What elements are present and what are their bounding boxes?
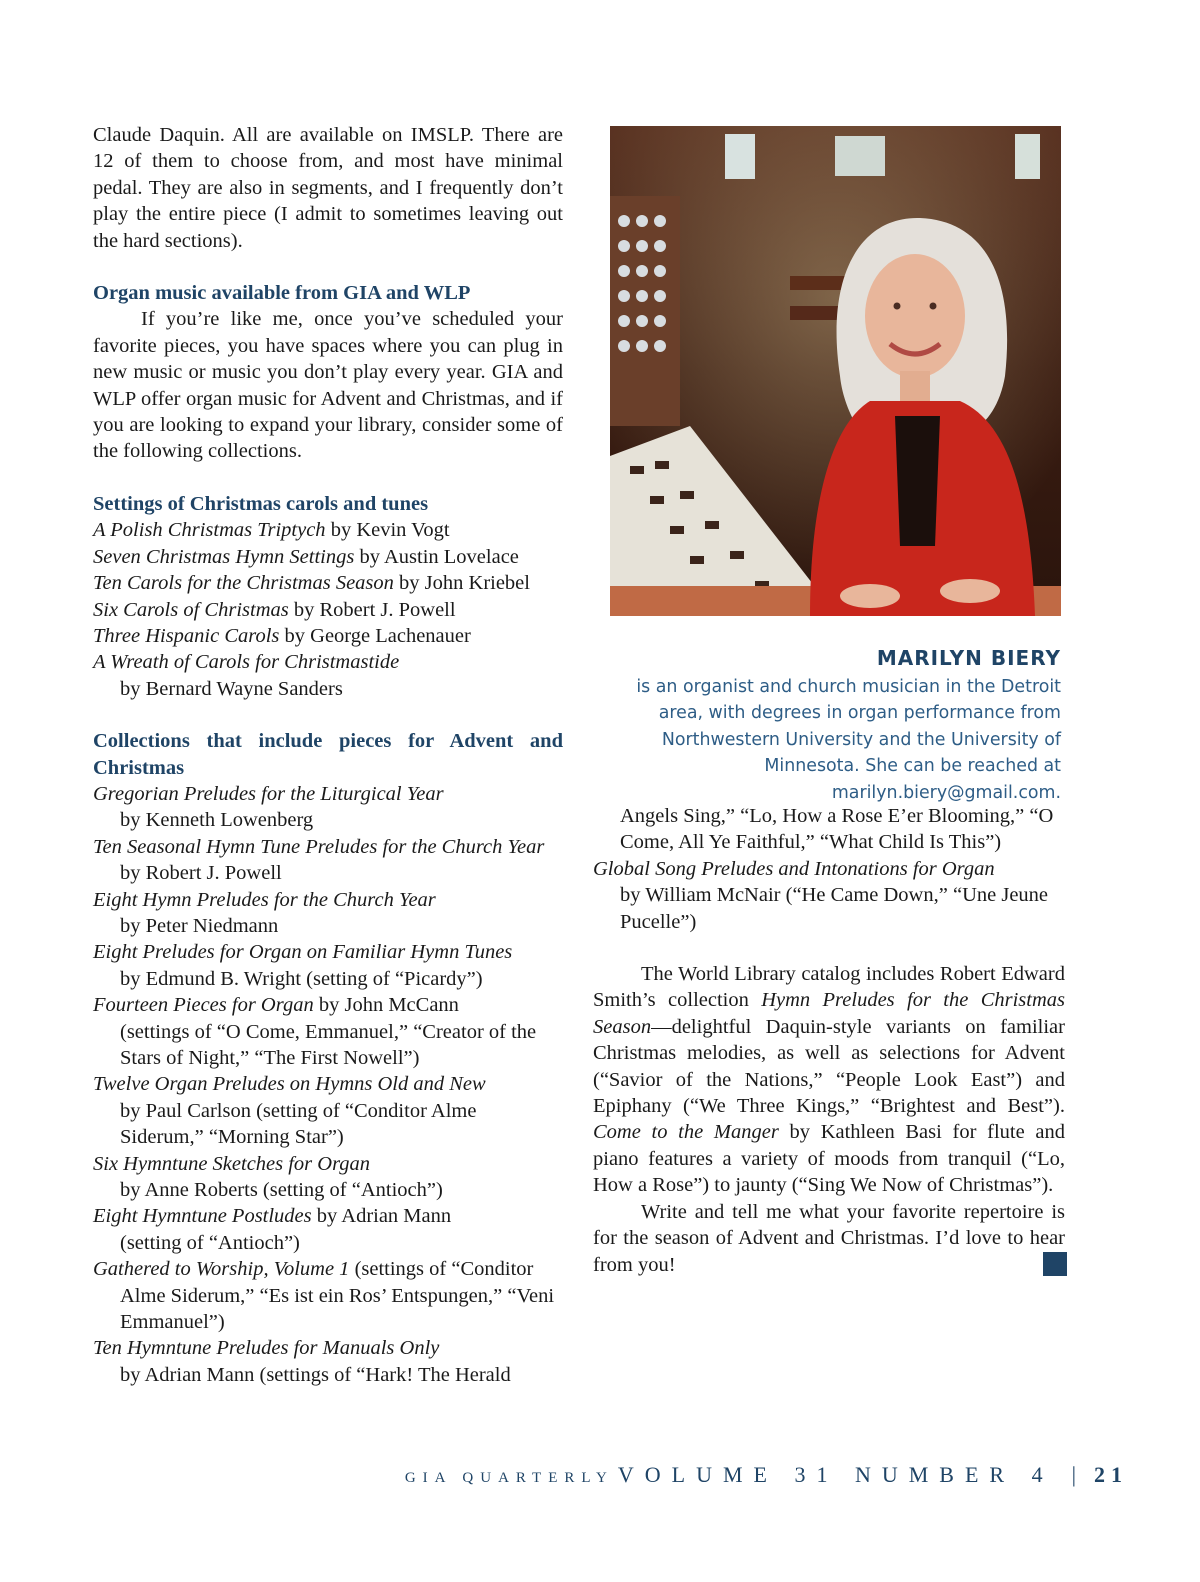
organist-portrait-illustration xyxy=(610,126,1061,616)
heading-carols: Settings of Christmas carols and tunes xyxy=(93,492,429,515)
author-name: MARILYN BIERY xyxy=(876,646,1061,670)
list-item: Six Hymntune Sketches for Organ by Anne Roberts (setting of “Antioch”) xyxy=(93,1152,443,1202)
page-number: 21 xyxy=(1094,1462,1128,1487)
end-mark-icon xyxy=(1043,1252,1067,1276)
author-bio xyxy=(590,645,1061,806)
list-item: Ten Carols for the Christmas Season by John Kriebel xyxy=(93,572,530,595)
list-item: Three Hispanic Carols by George Lachenauer xyxy=(93,624,471,647)
footer-separator: | xyxy=(1071,1462,1076,1487)
volume-number: VOLUME 31 NUMBER 4 xyxy=(617,1462,1054,1487)
author-photo xyxy=(610,126,1061,616)
list-item: Ten Seasonal Hymn Tune Preludes for the Church Year by Robert J. Powell xyxy=(93,835,545,885)
list-item: Global Song Preludes and Intonations for Organ by William McNair (“He Came Down,” “Une Jeune Pucelle”) xyxy=(593,857,1049,933)
page-footer xyxy=(0,1462,1128,1488)
list-item: Seven Christmas Hymn Settings by Austin Lovelace xyxy=(93,545,519,568)
list-item: Fourteen Pieces for Organ by John McCann (settings of “O Come, Emmanuel,” “Creator of the Stars of Night,” “The First Nowell”) xyxy=(93,994,537,1069)
carols-list xyxy=(93,517,563,702)
heading-collections: Collections that include pieces for Advent and Christmas xyxy=(93,730,563,779)
list-item: Twelve Organ Preludes on Hymns Old and New by Paul Carlson (setting of “Conditor Alme Siderum,” “Morning Star”) xyxy=(93,1073,486,1149)
closing-paragraph: Write and tell me what your favorite repertoire is for the season of Advent and Christmas. I’d love to hear from you! xyxy=(593,1200,1065,1276)
list-item: Gregorian Preludes for the Liturgical Year by Kenneth Lowenberg xyxy=(93,782,444,832)
collections-list xyxy=(93,781,563,1388)
list-item: A Polish Christmas Triptych by Kevin Vogt xyxy=(93,519,450,542)
heading-organ-music: Organ music available from GIA and WLP xyxy=(93,282,471,305)
list-item: Gathered to Worship, Volume 1 (settings of “Conditor Alme Siderum,” “Es ist ein Ros’ Entspungen,” “Veni Emmanuel”) xyxy=(93,1258,555,1334)
intro-paragraph: Claude Daquin. All are available on IMSLP. There are 12 of them to choose from, and most have minimal pedal. They are also in segments, and I frequently don’t play the entire piece (I admit to sometimes leaving out the hard sections). xyxy=(93,124,563,252)
list-item: Eight Hymntune Postludes by Adrian Mann (setting of “Antioch”) xyxy=(93,1205,452,1254)
list-item: Eight Preludes for Organ on Familiar Hymn Tunes by Edmund B. Wright (setting of “Picardy”) xyxy=(93,941,513,990)
list-item: Ten Hymntune Preludes for Manuals Only by Adrian Mann (settings of “Hark! The Herald xyxy=(93,1337,511,1386)
organ-music-paragraph: If you’re like me, once you’ve scheduled your favorite pieces, you have spaces where you can plug in new music or music you don’t play every year. GIA and WLP offer organ music for Advent and Christmas, and if you are looking to expand your library, consider some of the following collections. xyxy=(93,308,563,463)
author-bio-text: is an organist and church musician in the Detroit area, with degrees in organ performance from Northwestern University and the University of Minnesota. She can be reached at marilyn.biery@gmail.com. xyxy=(636,676,1061,803)
list-item: Six Carols of Christmas by Robert J. Powell xyxy=(93,598,456,621)
left-column xyxy=(93,122,563,1388)
world-library-paragraph: The World Library catalog includes Robert Edward Smith’s collection Hymn Preludes for the Christmas Season—delightful Daquin-style variants on familiar Christmas melodies, as well as selections for Advent (“Savior of the Nations,” “People Look East”) and Epiphany (“We Three Kings,” “Brightest and Best”). Come to the Manger by Kathleen Basi for flute and piano features a variety of moods from tranquil (“Lo, How a Rose”) to jaunty (“Sing We Now of Christmas”). xyxy=(593,963,1065,1197)
list-item: A Wreath of Carols for Christmastide by Bernard Wayne Sanders xyxy=(93,651,400,700)
publication-name: GIA QUARTERLY xyxy=(404,1470,614,1486)
list-item-continued: Angels Sing,” “Lo, How a Rose E’er Blooming,” “O Come, All Ye Faithful,” “What Child Is This”) xyxy=(620,805,1054,854)
right-column xyxy=(593,803,1065,1278)
list-item: Eight Hymn Preludes for the Church Year by Peter Niedmann xyxy=(93,888,436,937)
